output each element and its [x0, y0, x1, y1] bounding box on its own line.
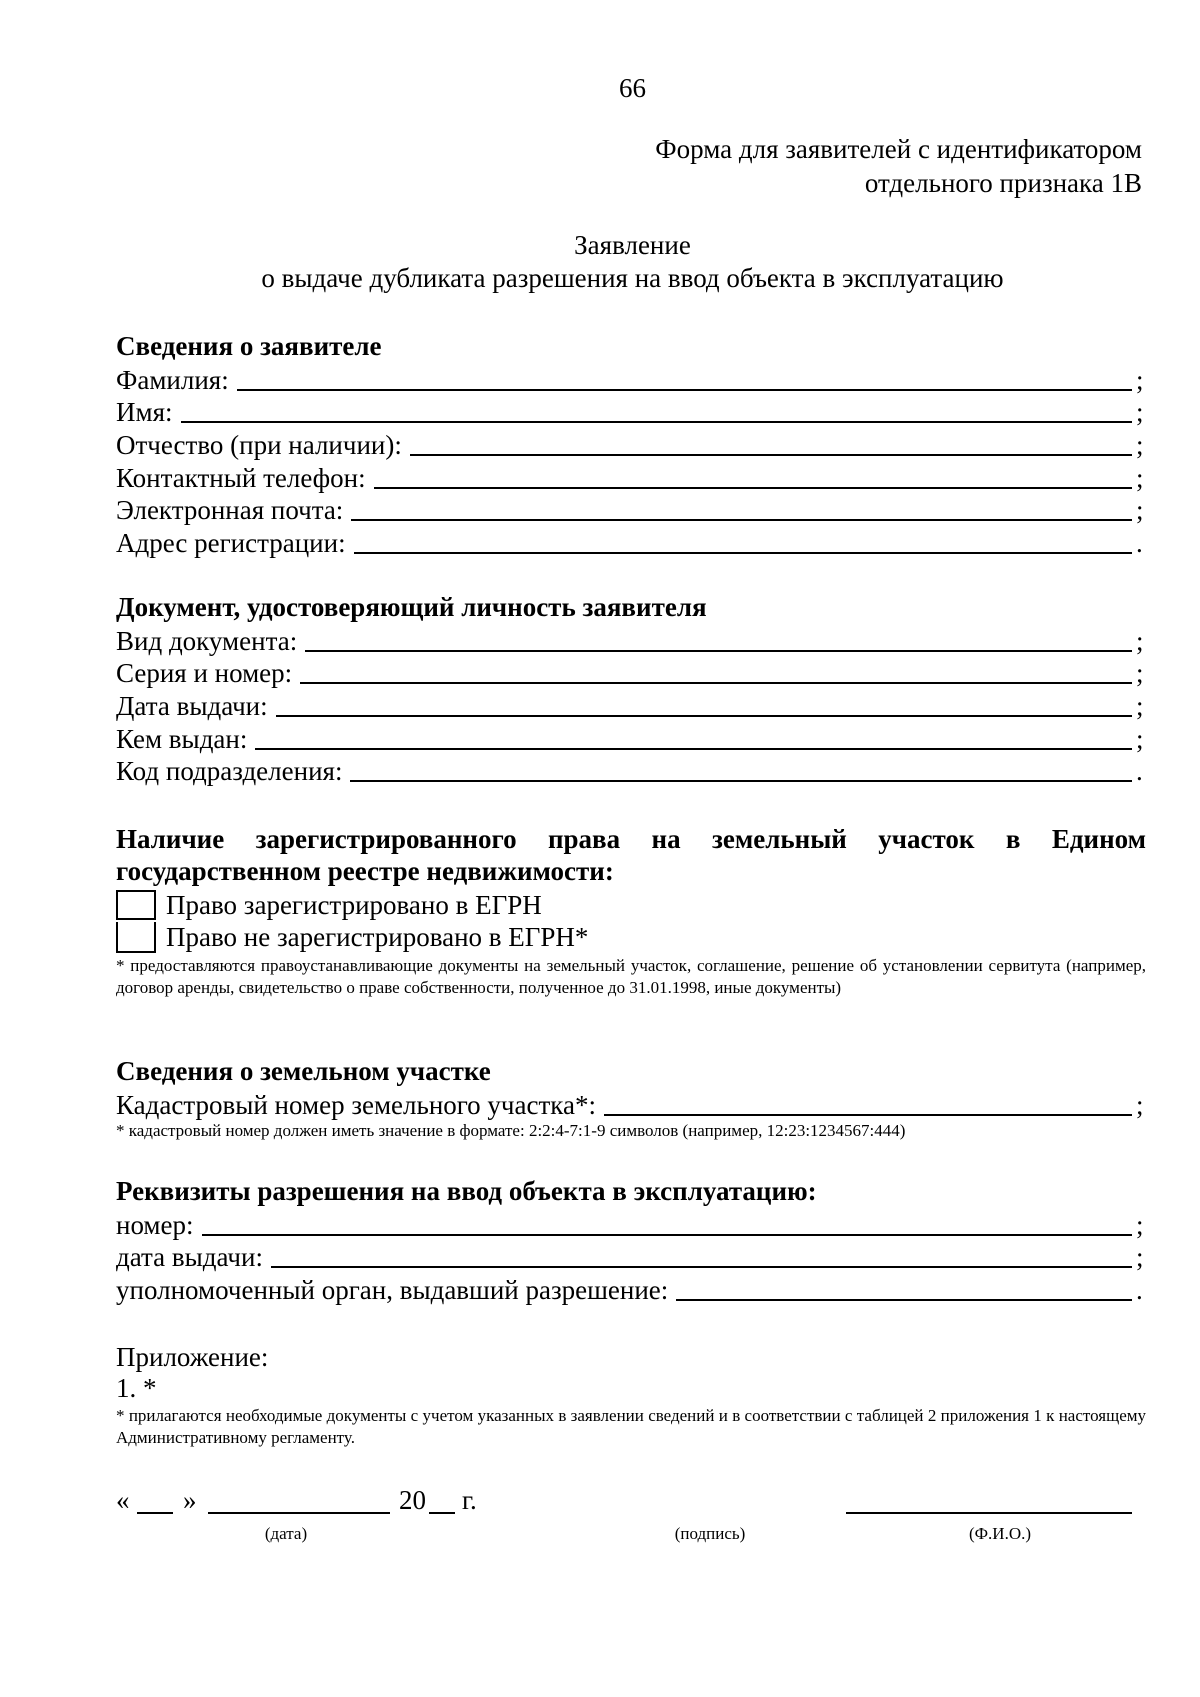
applicant-heading: Сведения о заявителе — [116, 331, 382, 361]
checkbox[interactable] — [116, 890, 156, 920]
field-end: ; — [1136, 1209, 1144, 1240]
field-label: Адрес регистрации: — [116, 528, 346, 559]
field-label: Отчество (при наличии): — [116, 430, 402, 461]
phone-input-line[interactable] — [374, 486, 1132, 489]
doc-type-field[interactable] — [116, 623, 1146, 656]
form-note-line2: отдельного признака 1В — [864, 168, 1142, 198]
doc-series-number-field[interactable] — [116, 656, 1146, 689]
address-field[interactable] — [116, 525, 1146, 558]
field-end: . — [1136, 528, 1143, 559]
field-label: дата выдачи: — [116, 1242, 263, 1273]
address-input-line[interactable] — [354, 551, 1132, 554]
field-label: Электронная почта: — [116, 495, 344, 526]
land-right-section — [116, 823, 1146, 999]
field-label: номер: — [116, 1209, 194, 1240]
permit-authority-input-line[interactable] — [676, 1298, 1132, 1301]
field-label: Кем выдан: — [116, 723, 248, 754]
applicant-section — [116, 330, 1146, 558]
year-suffix: г. — [462, 1485, 477, 1515]
field-end: ; — [1136, 397, 1144, 428]
option-registered[interactable] — [116, 889, 1146, 921]
field-label: Серия и номер: — [116, 658, 293, 689]
doc-issued-by-field[interactable] — [116, 721, 1146, 754]
form-note-line1: Форма для заявителей с идентификатором — [655, 134, 1142, 164]
field-end: ; — [1136, 658, 1144, 689]
field-end: ; — [1136, 723, 1144, 754]
permit-heading: Реквизиты разрешения на ввод объекта в эксплуатацию: — [116, 1176, 817, 1206]
field-label: Имя: — [116, 397, 173, 428]
name-signature-line[interactable] — [846, 1512, 1132, 1514]
title-line2: о выдаче дубликата разрешения на ввод объекта в эксплуатацию — [261, 263, 1004, 293]
email-field[interactable] — [116, 493, 1146, 526]
field-end: ; — [1136, 625, 1144, 656]
form-note — [442, 132, 1142, 200]
attachment-heading: Приложение: — [116, 1342, 269, 1372]
patronymic-input-line[interactable] — [410, 453, 1132, 456]
permit-date-field[interactable] — [116, 1240, 1146, 1273]
land-right-footnote: * предоставляются правоустанавливающие документы на земельный участок, соглашение, решение об установлении сервитута (например, договор аренды, свидетельство о праве собственности, полученное до 31.01.1998, иные документы) — [116, 956, 1146, 997]
field-label: Дата выдачи: — [116, 691, 268, 722]
doc-issued-by-input-line[interactable] — [255, 747, 1132, 750]
field-end: ; — [1136, 430, 1144, 461]
title-line1: Заявление — [574, 230, 691, 260]
cadastral-number-field[interactable] — [116, 1087, 1146, 1120]
doc-issue-date-field[interactable] — [116, 688, 1146, 721]
name-input-line[interactable] — [181, 420, 1132, 423]
doc-issue-date-input-line[interactable] — [276, 714, 1132, 717]
year-input-line[interactable] — [429, 1512, 455, 1514]
doc-type-input-line[interactable] — [305, 649, 1132, 652]
patronymic-field[interactable] — [116, 427, 1146, 460]
surname-input-line[interactable] — [237, 388, 1132, 391]
permit-authority-field[interactable] — [116, 1272, 1146, 1305]
page-number: 66 — [619, 73, 646, 103]
field-end: . — [1136, 756, 1143, 787]
option-not-registered[interactable] — [116, 921, 1146, 953]
field-label: Кадастровый номер земельного участка*: — [116, 1089, 596, 1120]
year-prefix: 20 — [399, 1485, 426, 1515]
permit-number-field[interactable] — [116, 1207, 1146, 1240]
email-input-line[interactable] — [351, 518, 1132, 521]
land-right-heading: Наличие зарегистрированного права на земельный участок в Едином государственном реестре недвижимости: — [116, 824, 1146, 886]
field-end: ; — [1136, 364, 1144, 395]
checkbox[interactable] — [116, 922, 156, 953]
day-input-line[interactable] — [137, 1512, 173, 1514]
field-end: ; — [1136, 691, 1144, 722]
sign-caption: (подпись) — [674, 1524, 746, 1543]
option-label: Право не зарегистрировано в ЕГРН* — [166, 921, 589, 952]
name-caption: (Ф.И.О.) — [968, 1524, 1032, 1543]
field-label: Фамилия: — [116, 364, 229, 395]
open-quote: « — [116, 1485, 130, 1515]
field-end: . — [1136, 1275, 1143, 1306]
field-end: ; — [1136, 495, 1144, 526]
attachment-footnote: * прилагаются необходимые документы с учетом указанных в заявлении сведений и в соответствии с таблицей 2 приложения 1 к настоящему Административному регламенту. — [116, 1406, 1146, 1447]
signature-row — [116, 1480, 1146, 1520]
doc-division-code-field[interactable] — [116, 754, 1146, 787]
field-label: уполномоченный орган, выдавший разрешение: — [116, 1275, 669, 1306]
field-end: ; — [1136, 1089, 1144, 1120]
month-input-line[interactable] — [208, 1512, 390, 1514]
field-label: Код подразделения: — [116, 756, 343, 787]
cadastral-footnote: * кадастровый номер должен иметь значение в формате: 2:2:4-7:1-9 символов (например, 12:23:1234567:444) — [116, 1120, 906, 1140]
doc-division-code-input-line[interactable] — [350, 779, 1132, 782]
document-title — [0, 229, 1200, 295]
surname-field[interactable] — [116, 362, 1146, 395]
identity-doc-heading: Документ, удостоверяющий личность заявителя — [116, 592, 707, 622]
land-plot-section — [116, 1055, 1146, 1142]
date-caption: (дата) — [264, 1524, 308, 1543]
option-label: Право зарегистрировано в ЕГРН — [166, 889, 542, 920]
land-plot-heading: Сведения о земельном участке — [116, 1056, 491, 1086]
doc-series-number-input-line[interactable] — [300, 681, 1132, 684]
cadastral-number-input-line[interactable] — [604, 1113, 1132, 1116]
field-label: Вид документа: — [116, 625, 298, 656]
field-end: ; — [1136, 1242, 1144, 1273]
attachment-item: 1. * — [116, 1373, 157, 1403]
close-quote: » — [183, 1485, 197, 1515]
field-label: Контактный телефон: — [116, 462, 366, 493]
identity-doc-section — [116, 591, 1146, 786]
name-field[interactable] — [116, 395, 1146, 428]
permit-number-input-line[interactable] — [202, 1233, 1132, 1236]
field-end: ; — [1136, 462, 1144, 493]
permit-section — [116, 1175, 1146, 1305]
phone-field[interactable] — [116, 460, 1146, 493]
permit-date-input-line[interactable] — [271, 1265, 1132, 1268]
attachment-section — [116, 1341, 1146, 1449]
